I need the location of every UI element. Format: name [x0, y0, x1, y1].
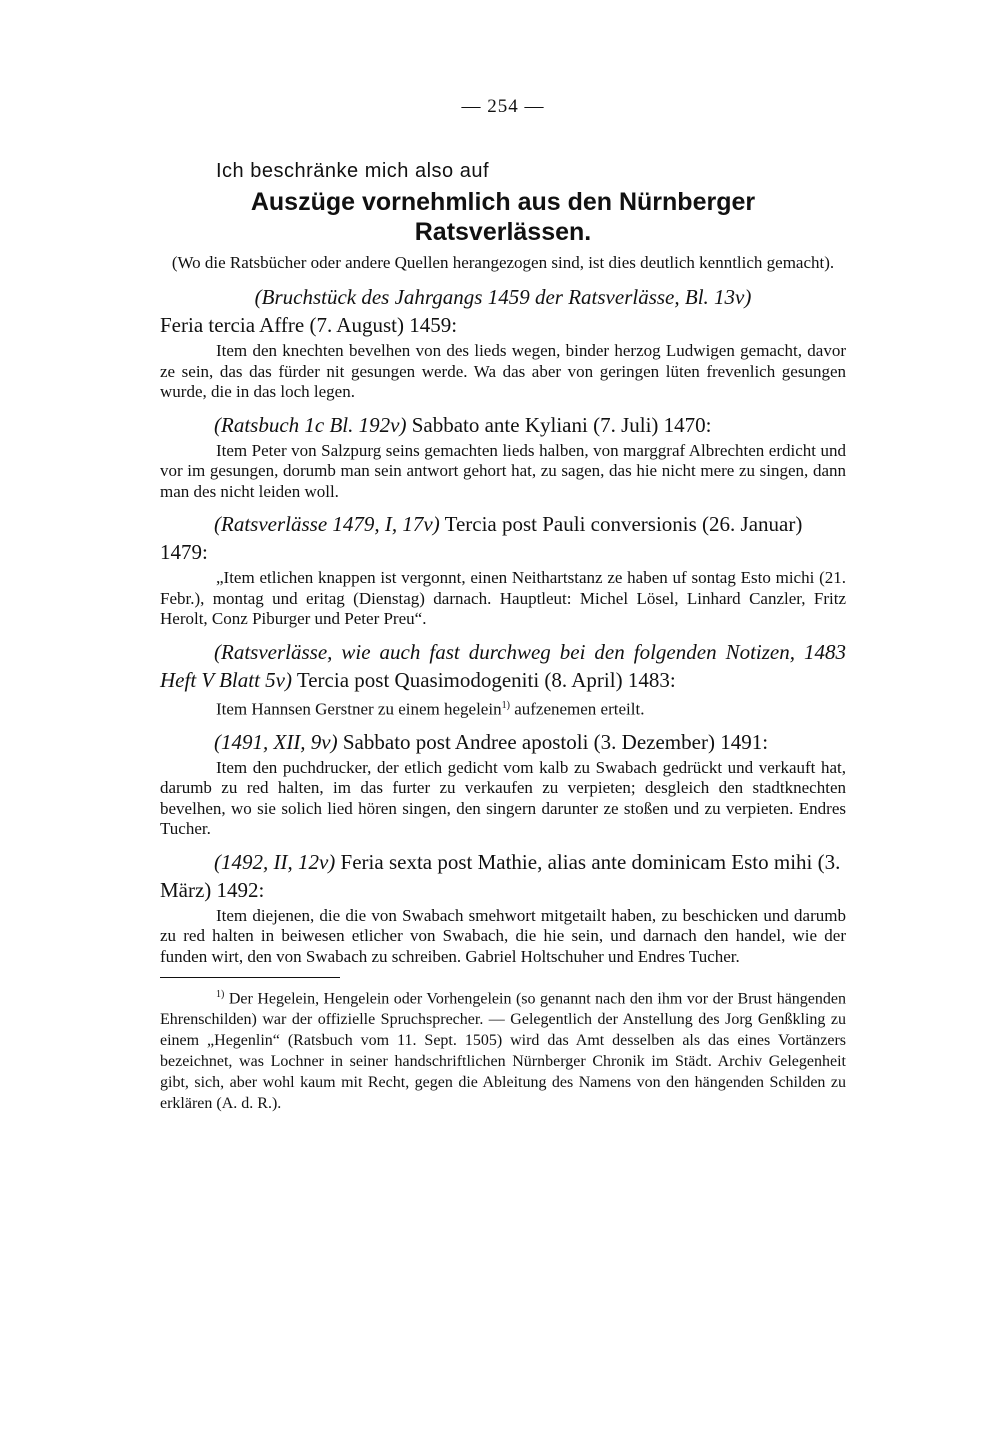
- text-1470: Item Peter von Salzpurg seins gemachten lieds halben, von marggraf Albrechten erdicht und vor im gesungen, dorumb man sein antwort gehort hat, zu sagen, das hie nicht mere zu singen, dann man des nicht leiden woll.: [160, 440, 846, 501]
- footnote-mark: 1): [216, 989, 225, 1001]
- entry-1492: [160, 848, 846, 968]
- footnote-text: Der Hegelein, Hengelein oder Vorhengelein (so genannt nach den ihm vor der Brust hängenden Ehrenschilden) war der offizielle Spruchsprecher. — Gelegentlich der Anstellung des Jorg Genßkling zu einem „Hegenlin“ (Ratsbuch vom 11. Sept. 1505) wird das Amt desselben als das eines Vortänzers bezeichnet, was Lochner in seiner handschriftlichen Nürnberger Chronik im Städt. Archiv Gelegenheit gibt, sich, aber wohl kaum mit Recht, gegen die Ableitung des Namens von den hängenden Schilden zu erklären (A. d. R.).: [160, 990, 847, 1113]
- date-1492: Feria sexta post Mathie, alias ante dominicam Esto mihi (3. März) 1492:: [160, 849, 841, 902]
- entry-1479: [160, 510, 846, 630]
- text-1459: Item den knechten bevelhen von des lieds wegen, binder herzog Ludwigen gemacht, davor ze sein, das das fürder nit gesungen werde. Wa das aber von geringen lüten frevenlich gesungen wurde, die in das loch legen.: [160, 341, 846, 401]
- source-1491: (1491, XII, 9v): [214, 729, 338, 754]
- entry-1483: [160, 638, 846, 720]
- text-1483: Item Hannsen Gerstner zu einem hegelein: [216, 699, 502, 719]
- footnote-divider: [160, 977, 340, 978]
- page-number: — 254 —: [461, 96, 545, 117]
- source-1492: (1492, II, 12v): [214, 849, 336, 874]
- source-1470: (Ratsbuch 1c Bl. 192v): [214, 412, 407, 437]
- entry-1470: [160, 411, 846, 503]
- source-1459: (Bruchstück des Jahrgangs 1459 der Ratsverlässe, Bl. 13v): [254, 285, 752, 309]
- date-1470: Sabbato ante Kyliani (7. Juli) 1470:: [411, 412, 712, 437]
- entry-1491: [160, 728, 846, 840]
- entry-1459: [160, 283, 846, 403]
- date-1491: Sabbato post Andree apostoli (3. Dezember) 1491:: [342, 729, 769, 754]
- date-1483: Tercia post Quasimodogeniti (8. April) 1483:: [296, 667, 676, 692]
- date-1459: Feria tercia Affre (7. August) 1459:: [160, 313, 458, 337]
- text-1492: Item diejenen, die die von Swabach smehwort mitgetailt haben, zu beschicken und darumb zu red halten in beiwesen etlicher von Swabach, die hie sein, und darnach den handel, wie der funden wirt, den von Swabach zu schreiben. Gabriel Holtschuher und Endres Tucher.: [160, 905, 846, 966]
- editorial-note: (Wo die Ratsbücher oder andere Quellen herangezogen sind, ist dies deutlich kenntlich gemacht).: [171, 253, 835, 272]
- date-1479: Tercia post Pauli conversionis (26. Januar) 1479:: [160, 512, 803, 564]
- text-1483-end: aufzenemen erteilt.: [509, 699, 645, 719]
- page: [160, 96, 846, 1114]
- source-1479: (Ratsverlässe 1479, I, 17v): [214, 512, 440, 536]
- headline: Auszüge vornehmlich aus den Nürnberger Ratsverlässen.: [250, 188, 756, 246]
- source-1483: (Ratsverlässe, wie auch fast durchweg bei den folgenden Notizen, 1483 Heft V Blatt 5v): [160, 639, 846, 692]
- text-1491: Item den puchdrucker, der etlich gedicht vom kalb zu Swabach gedrückt und verkauft hat, darumb zu red halten, im das furter zu verkaufen zu verpieten; desgleich den stadtknechten bevelhen, wo sie solich lied hören singen, den singern darunter ze stoßen und zu verpieten. Endres Tucher.: [160, 757, 846, 839]
- intro-line: Ich beschränke mich also auf: [216, 160, 490, 182]
- text-1479: „Item etlichen knappen ist vergonnt, einen Neithartstanz ze haben uf sontag Esto michi (21. Febr.), montag und eritag (Dienstag) darnach. Hauptleut: Michel Lösel, Linhard Canzler, Fritz Herolt, Conz Piburger und Peter Preu“.: [160, 568, 846, 628]
- footnote: [160, 984, 846, 1114]
- footnote-ref: 1): [501, 699, 510, 711]
